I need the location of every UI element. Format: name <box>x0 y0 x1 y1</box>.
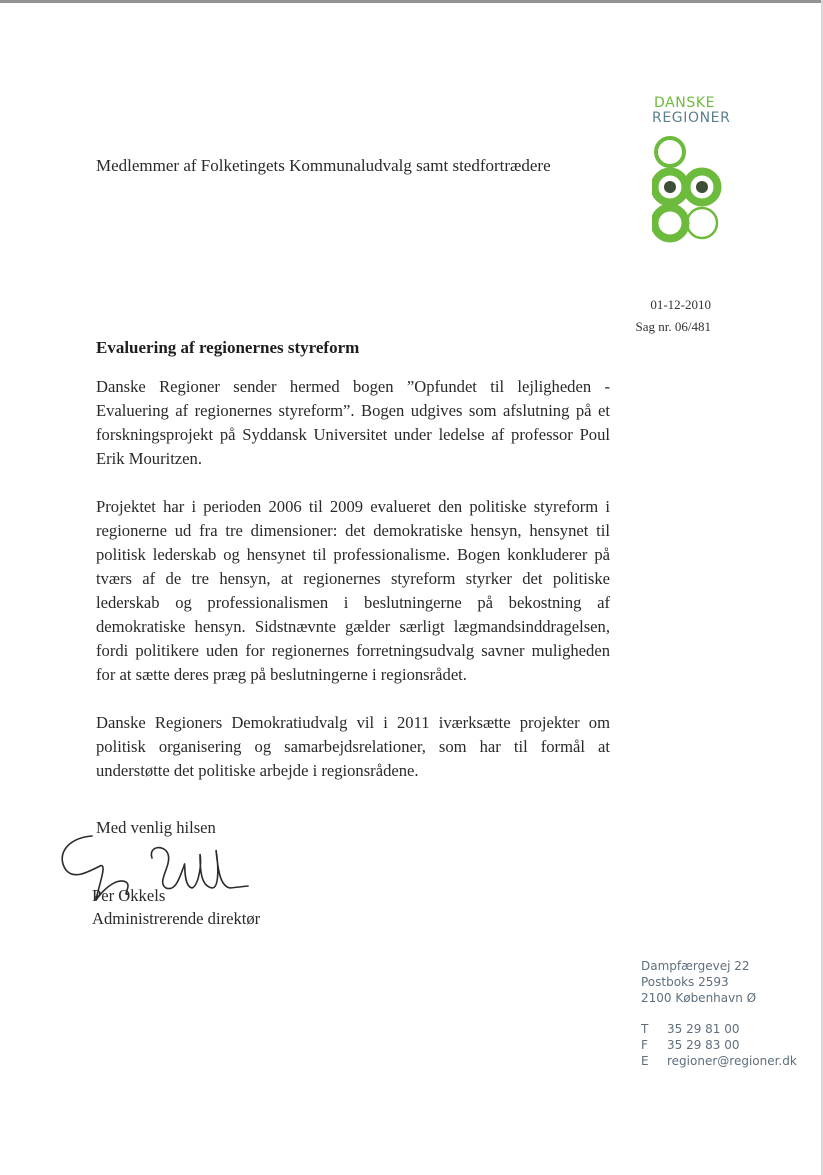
danske-regioner-circles-logo-icon <box>652 134 732 246</box>
case-number: Sag nr. 06/481 <box>635 319 711 334</box>
contact-phone <box>641 1021 797 1037</box>
scan-edge-top <box>0 0 823 3</box>
contact-fax-value: 35 29 83 00 <box>667 1038 740 1052</box>
body-paragraph-2: Projektet har i perioden 2006 til 2009 evalueret den politiske styreform i regionerne ud fra tre dimensioner: det demokratiske hensyn, hensynet til politisk lederskab og hensynet til professionalisme. Bogen konkluderer på tværs af de tre hensyn, at regionernes styreform styrker det politiske lederskab og professionalismen i beslutningerne på bekostning af demokratiske hensyn. Sidstnævnte gælder særligt lægmandsinddragelsen, fordi politikere uden for regionernes forretningsudvalg savner muligheden for at sætte deres præg på beslutningerne i regionsrådet. <box>96 497 610 684</box>
address-line-2: Postboks 2593 <box>641 975 729 989</box>
address-line-3: 2100 København Ø <box>641 991 757 1005</box>
footer-contact <box>641 1021 797 1069</box>
contact-phone-key: T <box>641 1022 649 1036</box>
letter-meta <box>636 294 711 338</box>
contact-email-key: E <box>641 1054 649 1068</box>
logo-text-line1: DANSKE <box>654 95 716 111</box>
contact-phone-value: 35 29 81 00 <box>667 1022 740 1036</box>
logo-text-line2: REGIONER <box>652 110 731 126</box>
contact-fax-key: F <box>641 1038 648 1052</box>
recipient-line: Medlemmer af Folketingets Kommunaludvalg samt stedfortrædere <box>96 156 551 175</box>
letter-body <box>96 375 610 807</box>
signer-name: Per Okkels <box>92 886 166 905</box>
contact-email-value[interactable]: regioner@regioner.dk <box>667 1054 797 1068</box>
letter-subject: Evaluering af regionernes styreform <box>96 338 360 357</box>
closing-salutation: Med venlig hilsen <box>96 818 216 837</box>
body-paragraph-1: Danske Regioner sender hermed bogen ”Opfundet til lejligheden - Evaluering af regionernes styreform”. Bogen udgives som afslutning på et forskningsprojekt på Syddansk Universitet under ledelse af professor Poul Erik Mouritzen. <box>96 377 610 468</box>
signer-title: Administrerende direktør <box>92 909 261 928</box>
letter-date: 01-12-2010 <box>650 297 711 312</box>
danske-regioner-logo <box>652 96 742 126</box>
contact-fax <box>641 1037 797 1053</box>
contact-email[interactable] <box>641 1053 797 1069</box>
footer-address <box>641 958 756 1006</box>
body-paragraph-3: Danske Regioners Demokratiudvalg vil i 2011 iværksætte projekter om politisk organisering og samarbejdsrelationer, som har til formål at understøtte det politiske arbejde i regionsrådene. <box>96 713 610 780</box>
address-line-1: Dampfærgevej 22 <box>641 959 750 973</box>
